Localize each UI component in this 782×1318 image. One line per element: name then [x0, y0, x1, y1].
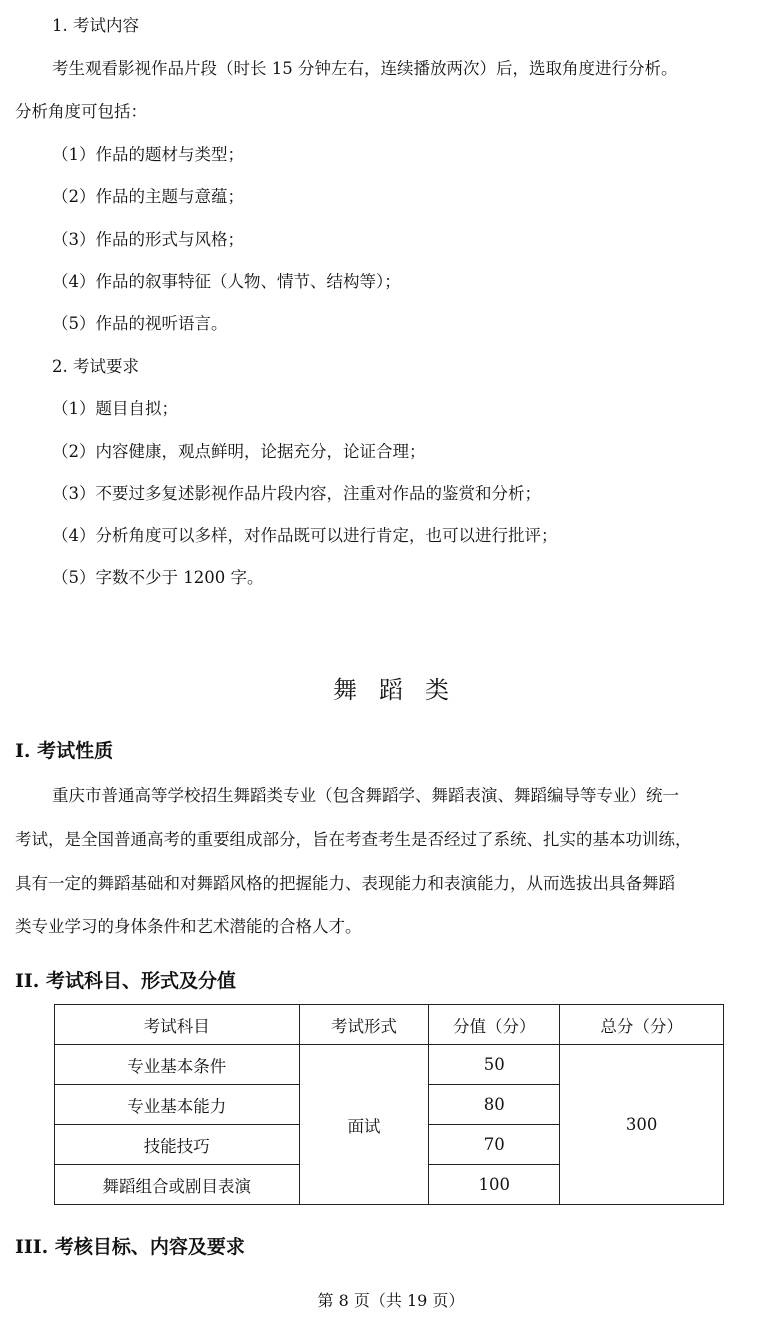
score-cell: 50	[429, 1045, 560, 1085]
exam-form-cell: 面试	[299, 1045, 429, 1205]
list-item: （4）分析角度可以多样，对作品既可以进行肯定，也可以进行批评；	[52, 526, 558, 545]
page-number-footer: 第 8 页（共 19 页）	[317, 1291, 465, 1310]
paragraph-line: 考试，是全国普通高考的重要组成部分，旨在考查考生是否经过了系统、扎实的基本功训练，	[15, 830, 692, 849]
score-cell: 80	[429, 1085, 560, 1125]
subject-cell: 技能技巧	[55, 1125, 300, 1165]
column-header: 总分（分）	[560, 1005, 724, 1045]
score-cell: 70	[429, 1125, 560, 1165]
score-table	[54, 1004, 724, 1205]
list-item: （1）作品的题材与类型；	[52, 145, 244, 164]
section-heading-exam-requirements: 2. 考试要求	[52, 357, 139, 376]
list-item: （4）作品的叙事特征（人物、情节、结构等）；	[52, 272, 401, 291]
section-heading-assessment: III. 考核目标、内容及要求	[15, 1236, 245, 1258]
total-score-cell: 300	[560, 1045, 724, 1205]
section-heading-exam-nature: I. 考试性质	[15, 740, 114, 762]
list-item: （3）作品的形式与风格；	[52, 230, 244, 249]
list-item: （2）内容健康，观点鲜明，论据充分，论证合理；	[52, 442, 426, 461]
list-item: （2）作品的主题与意蕴；	[52, 187, 244, 206]
intro-paragraph-line-1: 考生观看影视作品片段（时长 15 分钟左右，连续播放两次）后，选取角度进行分析。	[52, 59, 678, 78]
paragraph-line: 重庆市普通高等学校招生舞蹈类专业（包含舞蹈学、舞蹈表演、舞蹈编导等专业）统一	[52, 786, 679, 805]
list-item: （3）不要过多复述影视作品片段内容，注重对作品的鉴赏和分析；	[52, 484, 541, 503]
column-header: 分值（分）	[429, 1005, 560, 1045]
column-header: 考试形式	[299, 1005, 429, 1045]
section-heading-subjects: II. 考试科目、形式及分值	[15, 970, 237, 992]
score-cell: 100	[429, 1165, 560, 1205]
column-header: 考试科目	[55, 1005, 300, 1045]
table-header-row	[55, 1005, 724, 1045]
subject-cell: 专业基本能力	[55, 1085, 300, 1125]
table-row	[55, 1045, 724, 1085]
list-item: （5）作品的视听语言。	[52, 314, 228, 333]
paragraph-line: 类专业学习的身体条件和艺术潜能的合格人才。	[15, 917, 362, 936]
subject-cell: 专业基本条件	[55, 1045, 300, 1085]
subject-cell: 舞蹈组合或剧目表演	[55, 1165, 300, 1205]
section-heading-exam-content: 1. 考试内容	[52, 16, 139, 35]
list-item: （1）题目自拟；	[52, 399, 178, 418]
list-item: （5）字数不少于 1200 字。	[52, 568, 264, 587]
page-title: 舞蹈类	[333, 676, 471, 704]
paragraph-line: 具有一定的舞蹈基础和对舞蹈风格的把握能力、表现能力和表演能力，从而选拔出具备舞蹈	[15, 874, 675, 893]
intro-paragraph-line-2: 分析角度可包括：	[15, 102, 147, 121]
